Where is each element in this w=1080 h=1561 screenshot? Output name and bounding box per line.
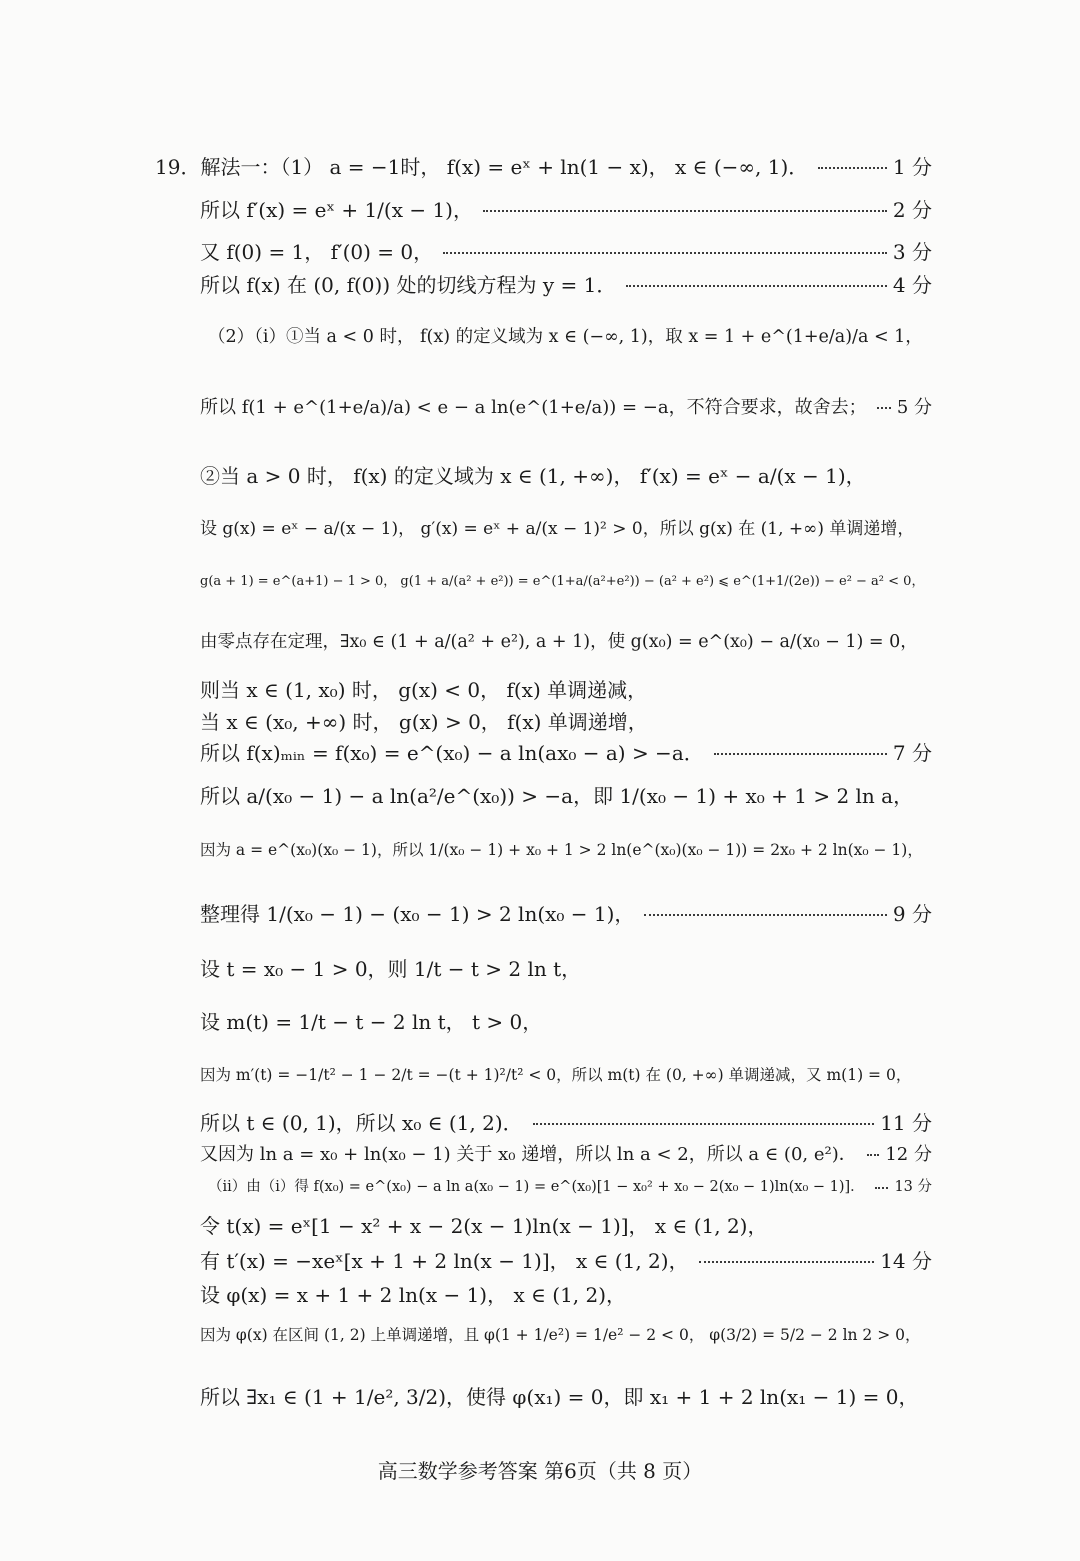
line-text: 当 x ∈ (x₀, +∞) 时， g(x) > 0， f(x) 单调递增，	[200, 710, 648, 734]
line-text: 所以 a/(x₀ − 1) − a ln(a²/e^(x₀)) > −a，即 1/(x₀ − 1) + x₀ + 1 > 2 ln a，	[200, 784, 914, 808]
line-text: ②当 a > 0 时， f(x) 的定义域为 x ∈ (1, +∞)， f′(x) = eˣ − a/(x − 1)，	[200, 464, 866, 488]
line-text: 所以 f′(x) = eˣ + 1/(x − 1)，	[200, 198, 473, 222]
score-label: 12 分	[885, 1144, 932, 1165]
line-text: 所以 t ∈ (0, 1)，所以 x₀ ∈ (1, 2)．	[200, 1111, 523, 1135]
dot-leader	[714, 753, 887, 755]
dot-leader	[443, 252, 887, 254]
line-text: 因为 m′(t) = −1/t² − 1 − 2/t = −(t + 1)²/t² < 0，所以 m(t) 在 (0, +∞) 单调递减，又 m(1) = 0，	[200, 1066, 912, 1084]
page-footer: 高三数学参考答案 第6页（共 8 页）	[377, 1459, 703, 1483]
solution-line	[200, 1063, 932, 1085]
solution-line	[200, 269, 932, 298]
score-label: 5 分	[896, 397, 932, 418]
dot-leader	[875, 1187, 889, 1189]
solution-line	[200, 1006, 932, 1035]
line-text: 设 φ(x) = x + 1 + 2 ln(x − 1)， x ∈ (1, 2)，	[200, 1283, 627, 1307]
solution-line	[155, 151, 932, 180]
line-text: （ii）由（i）得 f(x₀) = e^(x₀) − a ln a(x₀ − 1) = e^(x₀)[1 − x₀² + x₀ − 2(x₀ − 1)ln(x₀ − 1)]．	[208, 1179, 865, 1195]
solution-line	[200, 674, 932, 703]
solution-line	[200, 236, 932, 265]
line-text: 所以 f(x) 在 (0, f(0)) 处的切线方程为 y = 1．	[200, 273, 617, 297]
solution-line	[200, 1279, 932, 1308]
dot-leader	[533, 1123, 875, 1125]
line-text: 令 t(x) = eˣ[1 − x² + x − 2(x − 1)ln(x − 1)]， x ∈ (1, 2)，	[200, 1214, 768, 1238]
dot-leader	[626, 285, 887, 287]
solution-line	[200, 706, 932, 735]
line-text: （2）（i）①当 a < 0 时， f(x) 的定义域为 x ∈ (−∞, 1)，取 x = 1 + e^(1+e/a)/a < 1，	[208, 327, 923, 347]
score-label: 1 分	[892, 155, 932, 179]
line-text: 设 t = x₀ − 1 > 0，则 1/t − t > 2 ln t，	[200, 957, 582, 981]
score-label: 14 分	[880, 1249, 932, 1273]
solution-line	[200, 194, 932, 223]
solution-line	[200, 838, 932, 860]
solution-line	[208, 323, 932, 348]
dot-leader	[818, 167, 887, 169]
score-label: 3 分	[892, 240, 932, 264]
solution-line	[200, 898, 932, 927]
solution-line	[200, 780, 932, 809]
solution-line	[200, 1107, 932, 1136]
line-text: 因为 φ(x) 在区间 (1, 2) 上单调递增，且 φ(1 + 1/e²) = 1/e² − 2 < 0， φ(3/2) = 5/2 − 2 ln 2 > 0，	[200, 1326, 921, 1344]
solution-line	[200, 1140, 932, 1166]
score-label: 13 分	[894, 1179, 932, 1195]
score-label: 2 分	[892, 198, 932, 222]
solution-line	[208, 1175, 932, 1196]
line-text: 整理得 1/(x₀ − 1) − (x₀ − 1) > 2 ln(x₀ − 1)，	[200, 902, 635, 926]
line-text: 有 t′(x) = −xeˣ[x + 1 + 2 ln(x − 1)]， x ∈ (1, 2)，	[200, 1249, 689, 1273]
solution-line	[200, 460, 932, 489]
solution-line	[200, 570, 932, 589]
score-label: 11 分	[880, 1111, 932, 1135]
line-text: 又因为 ln a = x₀ + ln(x₀ − 1) 关于 x₀ 递增，所以 ln a < 2，所以 a ∈ (0, e²)．	[200, 1144, 857, 1165]
line-text: 则当 x ∈ (1, x₀) 时， g(x) < 0， f(x) 单调递减，	[200, 678, 648, 702]
line-text: 19．解法一：（1） a = −1时， f(x) = eˣ + ln(1 − x)， x ∈ (−∞, 1)．	[155, 155, 809, 179]
line-text: 因为 a = e^(x₀)(x₀ − 1)，所以 1/(x₀ − 1) + x₀ + 1 > 2 ln(e^(x₀)(x₀ − 1)) = 2x₀ + 2 ln(x₀ − 1)，	[200, 841, 923, 859]
solution-line	[200, 1323, 932, 1345]
solution-line	[200, 393, 932, 419]
dot-leader	[699, 1261, 875, 1263]
solution-line	[200, 737, 932, 766]
solution-line	[200, 1381, 932, 1410]
line-text: 设 g(x) = eˣ − a/(x − 1)， g′(x) = eˣ + a/(x − 1)² > 0，所以 g(x) 在 (1, +∞) 单调递增，	[200, 519, 915, 539]
solution-line	[200, 1210, 932, 1239]
solution-line	[200, 514, 932, 539]
line-text: 所以 f(1 + e^(1+e/a)/a) < e − a ln(e^(1+e/a)) = −a，不符合要求，故舍去；	[200, 397, 867, 418]
line-text: 所以 f(x)ₘᵢₙ = f(x₀) = e^(x₀) − a ln(ax₀ − a) > −a．	[200, 741, 704, 765]
line-text: 由零点存在定理，∃x₀ ∈ (1 + a/(a² + e²), a + 1)，使 g(x₀) = e^(x₀) − a/(x₀ − 1) = 0，	[200, 632, 918, 652]
solution-line	[200, 953, 932, 982]
dot-leader	[644, 914, 886, 916]
dot-leader	[867, 1154, 880, 1156]
solution-line	[200, 1245, 932, 1274]
dot-leader	[877, 407, 891, 409]
line-text: 所以 ∃x₁ ∈ (1 + 1/e², 3/2)，使得 φ(x₁) = 0，即 x₁ + 1 + 2 ln(x₁ − 1) = 0，	[200, 1385, 919, 1409]
line-text: 又 f(0) = 1， f′(0) = 0，	[200, 240, 434, 264]
line-text: g(a + 1) = e^(a+1) − 1 > 0， g(1 + a/(a² + e²)) = e^(1+a/(a²+e²)) − (a² + e²) ⩽ e^(1+1/(2e)) − e² − a² < 0，	[200, 574, 925, 589]
score-label: 7 分	[892, 741, 932, 765]
score-label: 4 分	[892, 273, 932, 297]
score-label: 9 分	[892, 902, 932, 926]
line-text: 设 m(t) = 1/t − t − 2 ln t， t > 0，	[200, 1010, 543, 1034]
solution-line	[200, 628, 932, 653]
dot-leader	[483, 210, 887, 212]
